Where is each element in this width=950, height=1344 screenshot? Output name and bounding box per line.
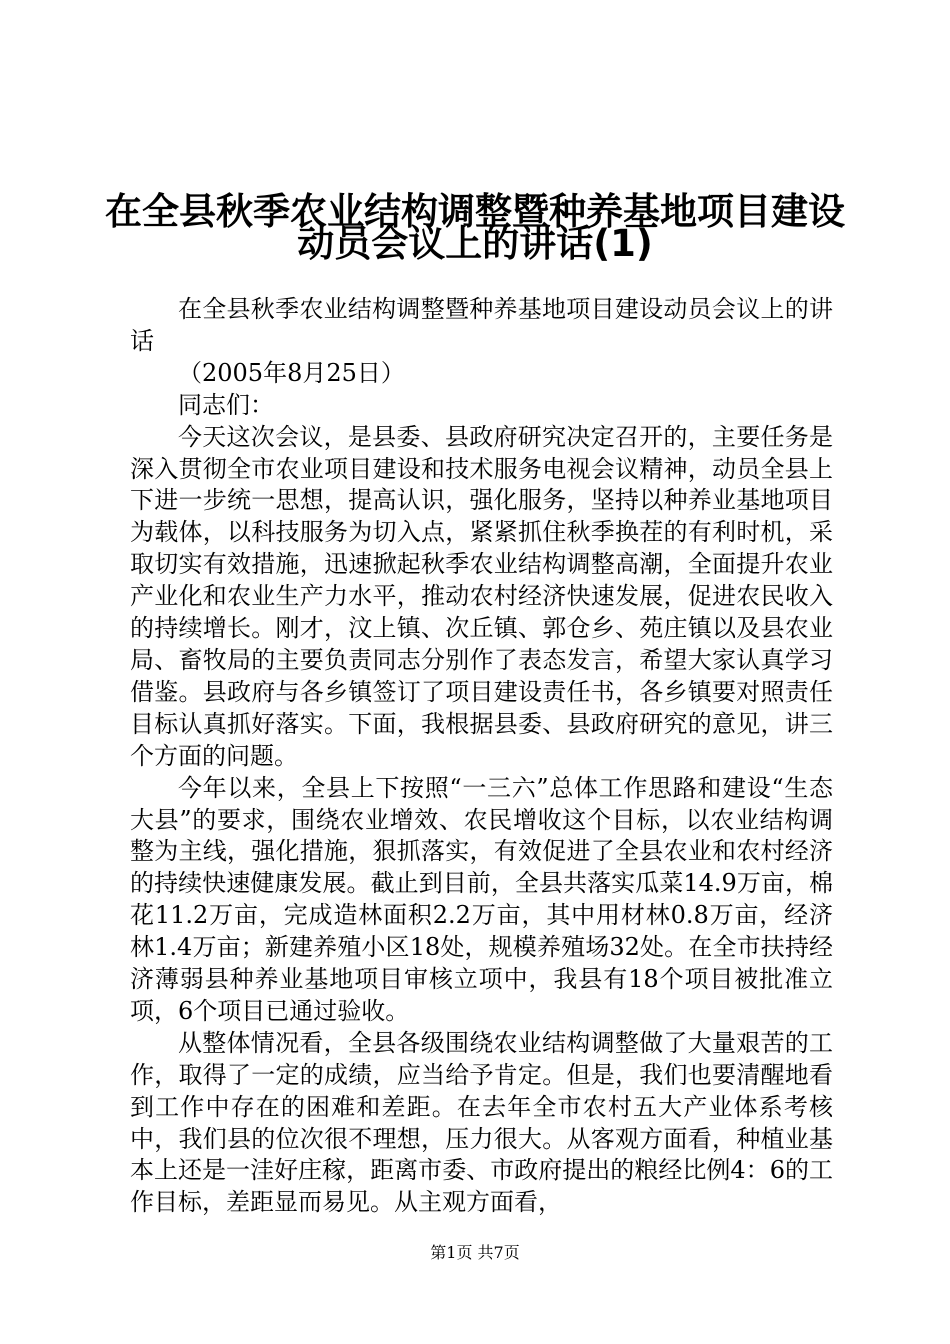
paragraph-body: 从整体情况看，全县各级围绕农业结构调整做了大量艰苦的工作，取得了一定的成绩，应当给予肯定。但是，我们也要清醒地看到工作中存在的困难和差距。在去年全市农村五大产业体系考核中，我们县的位次很不理想，压力很大。从客观方面看，种植业基本上还是一洼好庄稼，距离市委、市政府提出的粮经比例4：6的工作目标，差距显而易见。从主观方面看， (130, 1028, 833, 1217)
paragraph-subtitle: 在全县秋季农业结构调整暨种养基地项目建设动员会议上的讲话 (130, 295, 833, 355)
paragraph-salutation: 同志们： (178, 390, 274, 419)
page-footer: 第1页 共7页 (430, 1243, 520, 1262)
paragraph-body: 今天这次会议，是县委、县政府研究决定召开的，主要任务是深入贯彻全市农业项目建设和技术服务电视会议精神，动员全县上下进一步统一思想，提高认识，强化服务，坚持以种养业基地项目为载体，以科技服务为切入点，紧紧抓住秋季换茬的有利时机，采取切实有效措施，迅速掀起秋季农业结构调整高潮，全面提升农业产业化和农业生产力水平，推动农村经济快速发展，促进农民收入的持续增长。刚才，汶上镇、次丘镇、郭仓乡、苑庄镇以及县农业局、畜牧局的主要负责同志分别作了表态发言，希望大家认真学习借鉴。县政府与各乡镇签订了项目建设责任书，各乡镇要对照责任目标认真抓好落实。下面，我根据县委、县政府研究的意见，讲三个方面的问题。 (130, 422, 833, 770)
paragraph-body: 今年以来，全县上下按照“一三六”总体工作思路和建设“生态大县”的要求，围绕农业增效、农民增收这个目标，以农业结构调整为主线，强化措施，狠抓落实，有效促进了全县农业和农村经济的持续快速健康发展。截止到目前，全县共落实瓜菜14.9万亩，棉花11.2万亩，完成造林面积2.2万亩，其中用材林0.8万亩，经济林1.4万亩；新建养殖小区18处，规模养殖场32处。在全市扶持经济薄弱县种养业基地项目审核立项中，我县有18个项目被批准立项，6个项目已通过验收。 (130, 773, 833, 1025)
document-title-line-2: 动员会议上的讲话(1) (297, 222, 653, 265)
paragraph-date: （2005年8月25日） (178, 358, 405, 387)
document-title-line-1: 在全县秋季农业结构调整暨种养基地项目建设 (105, 190, 845, 233)
document-body (130, 294, 833, 1219)
